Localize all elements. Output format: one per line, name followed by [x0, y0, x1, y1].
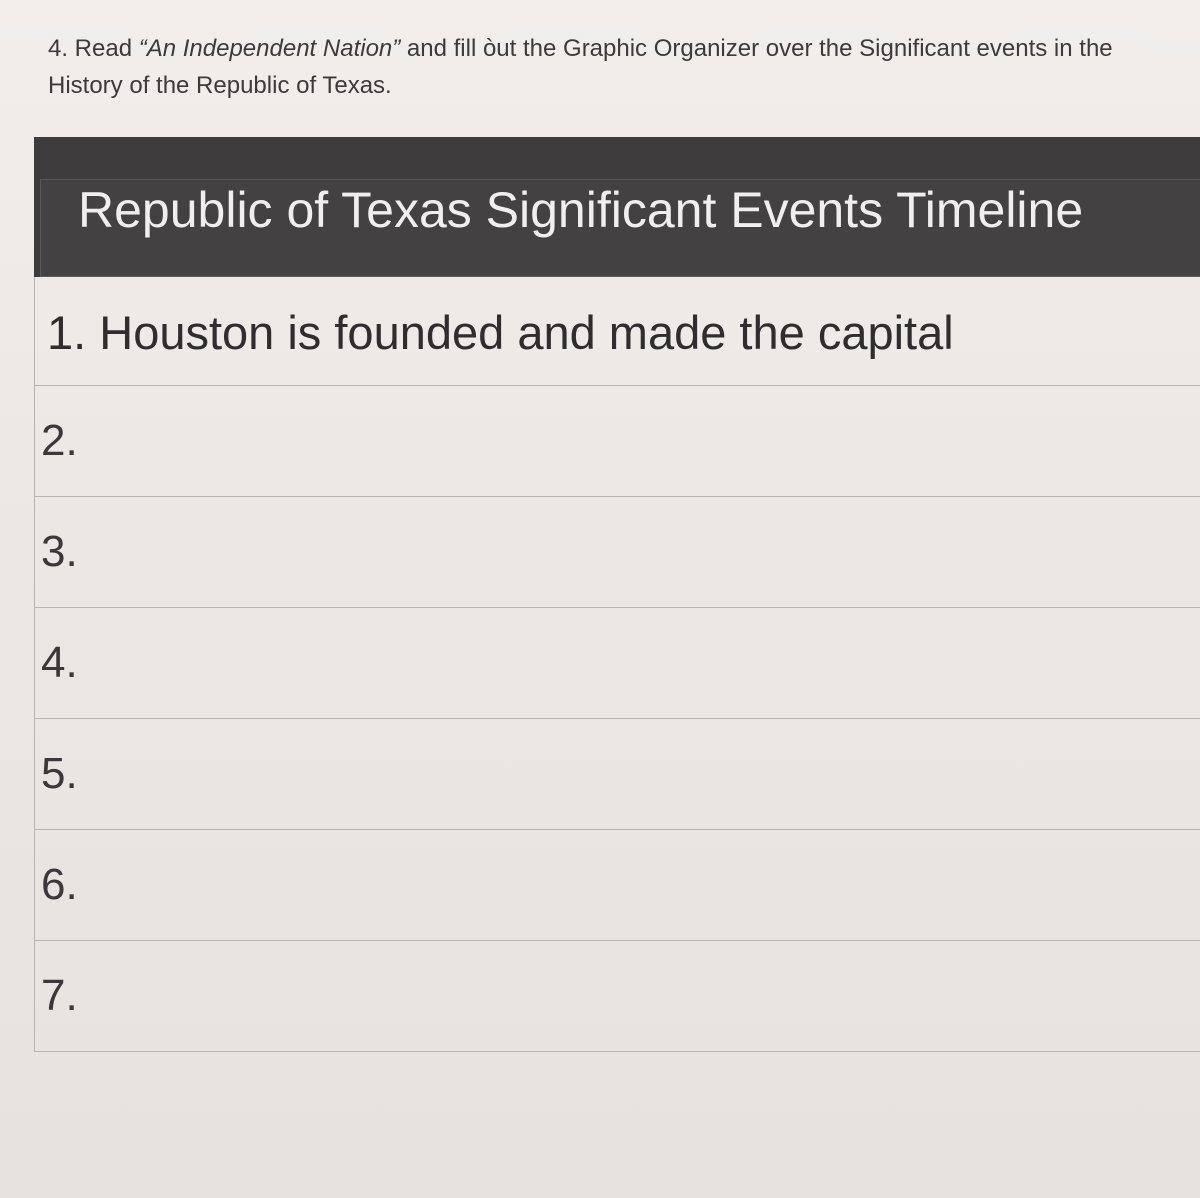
instructions-text — [48, 30, 1168, 104]
timeline-row-2[interactable] — [35, 386, 1200, 497]
graphic-organizer-table — [34, 137, 1200, 1052]
timeline-entry-6: 6. — [41, 860, 78, 909]
reading-title: “An Independent Nation” — [138, 35, 401, 62]
timeline-rows — [34, 277, 1200, 1052]
instructions-prefix: 4. Read — [48, 35, 139, 62]
timeline-entry-5: 5. — [41, 749, 78, 798]
organizer-title: Republic of Texas Significant Events Timeline — [78, 182, 1084, 238]
timeline-row-5[interactable] — [35, 719, 1200, 830]
timeline-row-6[interactable] — [35, 830, 1200, 941]
timeline-entry-1: 1. Houston is founded and made the capital — [47, 306, 954, 359]
timeline-row-1[interactable] — [35, 277, 1200, 386]
instructions-suffix: and fill òut the Graphic Organizer over the Significant events in the History of the Republic of Texas. — [48, 35, 1113, 99]
timeline-entry-4: 4. — [41, 638, 78, 687]
timeline-row-3[interactable] — [35, 497, 1200, 608]
organizer-header — [34, 137, 1200, 277]
timeline-row-7[interactable] — [35, 941, 1200, 1052]
timeline-entry-3: 3. — [41, 527, 78, 576]
timeline-row-4[interactable] — [35, 608, 1200, 719]
timeline-entry-2: 2. — [41, 416, 78, 465]
timeline-entry-7: 7. — [41, 971, 78, 1020]
